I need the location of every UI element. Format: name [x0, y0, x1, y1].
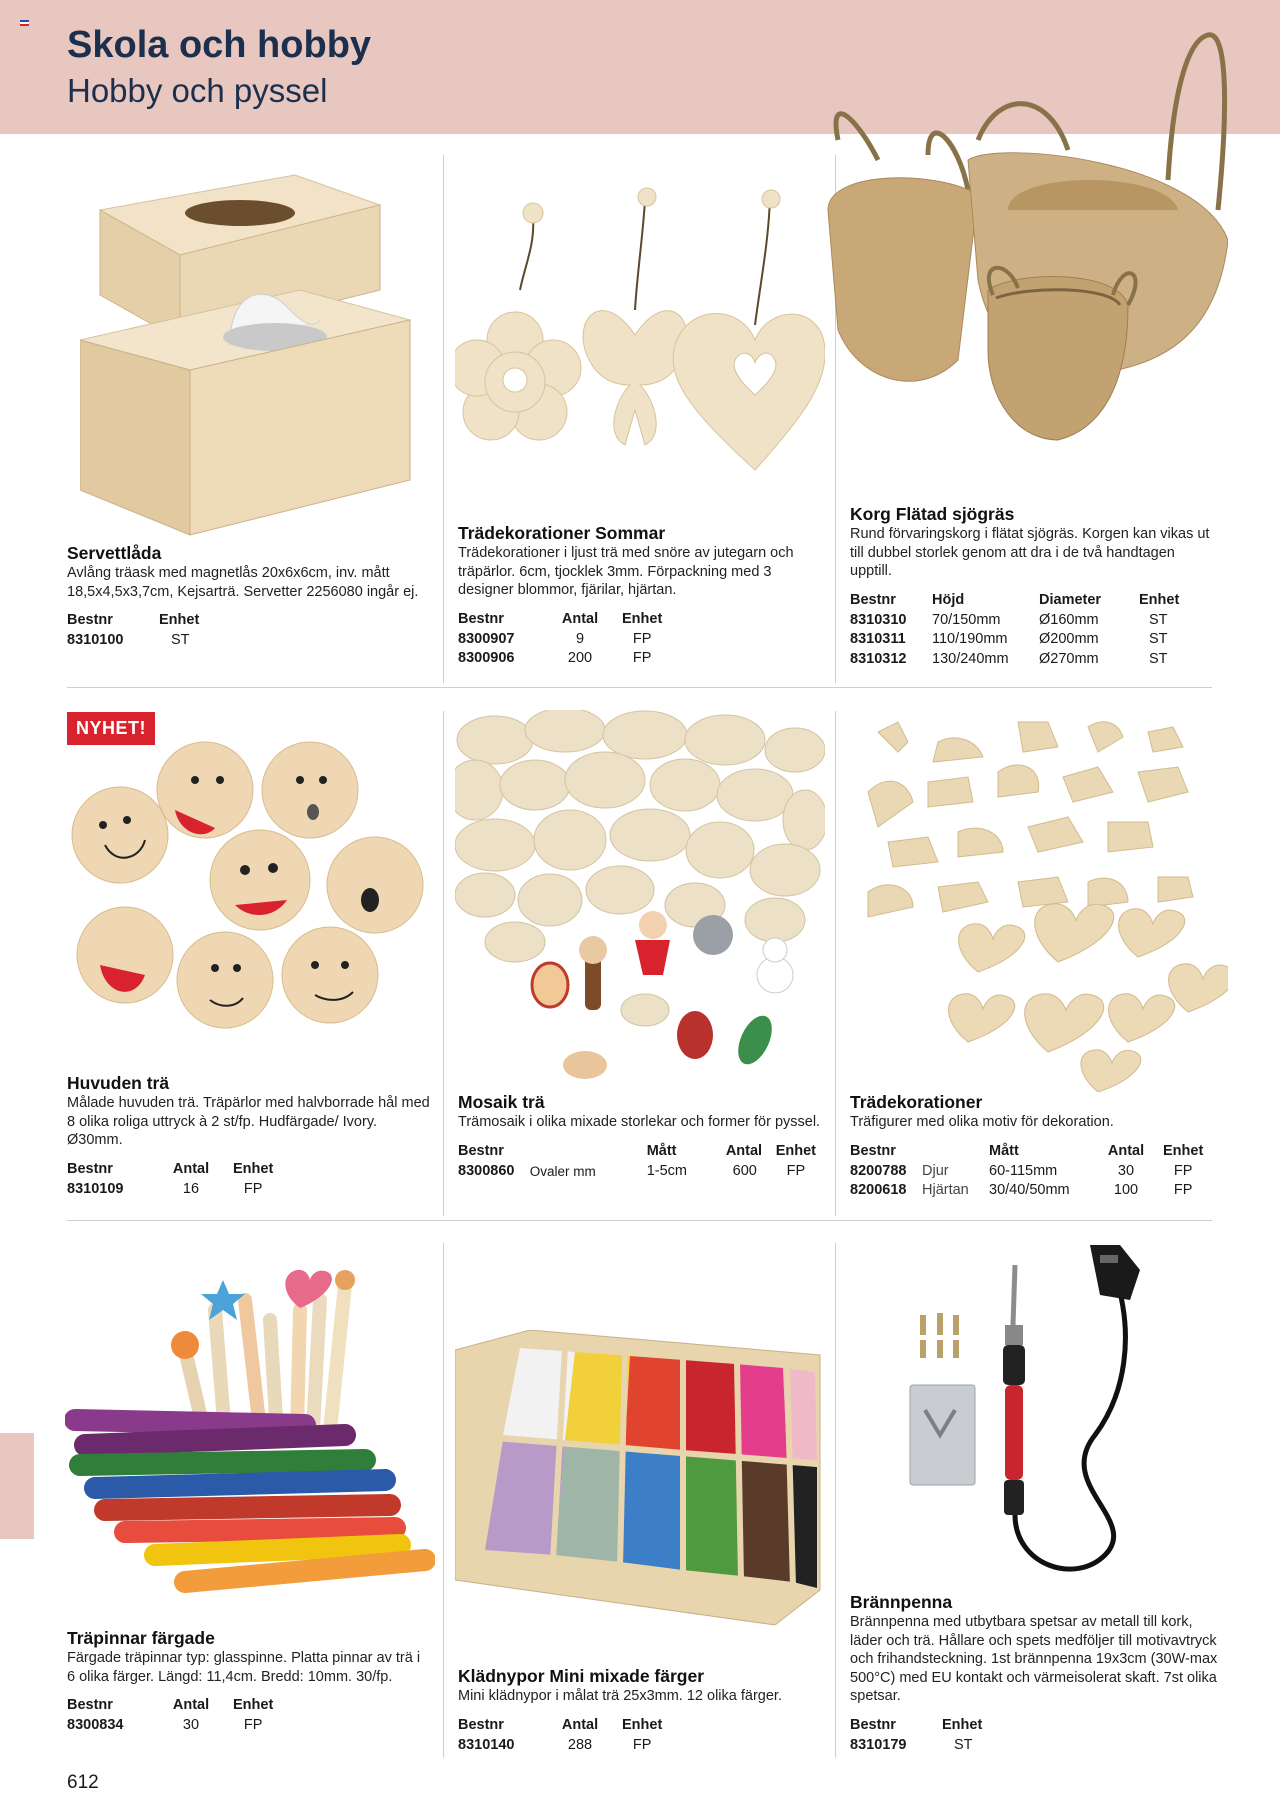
product-tradekorationer: [850, 1092, 1220, 1201]
product-tradekorationer-sommar: [458, 523, 823, 669]
table-cell: FP: [632, 650, 652, 666]
tissue-box-image: [80, 170, 420, 545]
table-cell: Djur: [922, 1162, 949, 1179]
table-cell: FP: [1173, 1162, 1193, 1179]
table-cell: 8310100: [67, 632, 124, 648]
table-cell: 9: [575, 630, 585, 647]
category-title: Skola och hobby: [67, 24, 372, 66]
table-header: Bestnr: [850, 591, 896, 608]
product-kladnypor-mini: [458, 1666, 828, 1755]
table-cell: 200: [567, 650, 593, 666]
product-table: [850, 591, 1191, 670]
product-title: Klädnypor Mini mixade färger: [458, 1666, 705, 1686]
table-cell: 8300834: [67, 1717, 124, 1733]
table-cell: 8310310: [850, 611, 907, 628]
colored-sticks-image: [65, 1260, 435, 1605]
table-cell: 8310311: [850, 631, 906, 647]
table-header: Bestnr: [67, 1160, 113, 1177]
table-header: Mått: [989, 1142, 1019, 1159]
table-cell: 8310179: [850, 1736, 907, 1753]
table-cell: 130/240mm: [932, 650, 1009, 667]
table-header: Enhet: [1139, 591, 1180, 608]
row-divider: [67, 687, 1212, 688]
product-description: Målade huvuden trä. Träpärlor med halvborrade hål med 8 olika roliga uttryck à 2 st/fp. Hudfärgade/ Ivory. Ø30mm.: [67, 1095, 430, 1148]
section-tab: [0, 1433, 34, 1539]
product-description: Färgade träpinnar typ: glasspinne. Platta pinnar av trä i 6 olika färger. Längd: 11,4cm. Bredd: 10mm. 30/fp.: [67, 1650, 421, 1685]
table-cell: 70/150mm: [932, 611, 1001, 628]
table-cell: 8200618: [850, 1182, 907, 1198]
product-table: [67, 1160, 285, 1200]
product-title: Huvuden trä: [67, 1073, 170, 1093]
table-cell: ST: [1149, 650, 1168, 667]
column-divider: [443, 711, 444, 1216]
table-cell: FP: [632, 1736, 652, 1753]
product-title: Servettlåda: [67, 543, 162, 563]
table-header: Enhet: [622, 610, 663, 627]
product-title: Brännpenna: [850, 1592, 953, 1612]
wooden-heads-image: [65, 740, 435, 1040]
product-description: Träfigurer med olika motiv för dekoration.: [850, 1114, 1114, 1130]
table-cell: 60-115mm: [989, 1162, 1058, 1179]
table-cell: Ø160mm: [1039, 611, 1099, 628]
table-header: Enhet: [159, 612, 200, 628]
table-header: [922, 1142, 989, 1162]
table-header: Mått: [646, 1142, 677, 1159]
table-header: Antal: [561, 610, 599, 627]
table-header: [530, 1142, 647, 1162]
table-cell: 8310140: [458, 1736, 515, 1753]
column-divider: [835, 711, 836, 1216]
table-header: Antal: [172, 1697, 210, 1713]
table-cell: FP: [786, 1162, 806, 1179]
table-header: Enhet: [1163, 1142, 1204, 1159]
table-cell: ST: [954, 1736, 973, 1753]
table-header: Antal: [1107, 1142, 1145, 1159]
product-huvuden-tra: [67, 1073, 432, 1199]
language-flag-icon: [20, 20, 29, 26]
table-cell: 8300860: [458, 1162, 515, 1179]
product-table: [67, 1696, 285, 1736]
product-korg-sjogras: [850, 504, 1220, 669]
table-cell: 8310312: [850, 650, 907, 667]
table-cell: 8300907: [458, 630, 515, 647]
table-header: Enhet: [622, 1716, 663, 1733]
table-cell: 16: [182, 1180, 200, 1197]
product-table: [458, 1142, 828, 1182]
product-table: [850, 1716, 994, 1756]
table-cell: ST: [1149, 631, 1168, 647]
product-title: Mosaik trä: [458, 1092, 545, 1112]
product-description: Mini klädnypor i målat trä 25x3mm. 12 olika färger.: [458, 1688, 782, 1704]
product-table: [67, 611, 211, 651]
mini-clothespins-image: [455, 1330, 825, 1630]
table-header: Bestnr: [850, 1142, 896, 1159]
page-number: 612: [67, 1772, 99, 1793]
table-cell: Ovaler mm: [529, 1163, 596, 1179]
product-description: Brännpenna med utbytbara spetsar av metall till kork, läder och trä. Hållare och spets medföljer till motivavtryck och frihandsteckning. 1st brännpenna 19x3cm (30W-max 500°C) med EU kontakt och värmeisolerat skaft. 7st olika spetsar.: [850, 1614, 1218, 1704]
table-header: Diameter: [1039, 591, 1102, 608]
column-divider: [443, 155, 444, 683]
product-description: Trädekorationer i ljust trä med snöre av jutegarn och träpärlor. 6cm, tjocklek 3mm. Förpackning med 3 designer blommor, fjärilar, hjärtan.: [458, 545, 794, 598]
table-cell: FP: [632, 630, 652, 647]
product-brannpenna: [850, 1592, 1222, 1755]
table-cell: 30/40/50mm: [989, 1182, 1070, 1198]
product-description: Trämosaik i olika mixade storlekar och former för pyssel.: [458, 1114, 821, 1130]
subcategory-title: Hobby och pyssel: [67, 72, 328, 109]
table-header: Enhet: [233, 1160, 274, 1177]
table-header: Bestnr: [458, 610, 504, 627]
product-table: [458, 1716, 674, 1756]
table-cell: FP: [243, 1717, 263, 1733]
table-cell: Ø270mm: [1039, 650, 1099, 667]
table-header: Bestnr: [67, 1697, 113, 1713]
table-header: Höjd: [932, 591, 965, 608]
table-cell: 110/190mm: [932, 631, 1008, 647]
table-header: Bestnr: [458, 1716, 504, 1733]
column-divider: [443, 1243, 444, 1758]
table-cell: 30: [182, 1717, 200, 1733]
table-cell: ST: [1149, 611, 1168, 628]
product-table: [850, 1142, 1215, 1201]
table-header: Enhet: [775, 1142, 816, 1159]
new-badge: NYHET!: [67, 712, 155, 745]
table-cell: 100: [1113, 1182, 1139, 1198]
product-title: Korg Flätad sjögräs: [850, 504, 1015, 524]
row-divider: [67, 1220, 1212, 1221]
table-header: Bestnr: [850, 1716, 896, 1733]
table-header: Antal: [725, 1142, 763, 1159]
seagrass-basket-image: [818, 30, 1228, 500]
table-cell: 600: [732, 1162, 757, 1179]
table-cell: 8200788: [850, 1162, 907, 1179]
product-title: Trädekorationer: [850, 1092, 983, 1112]
table-cell: 8310109: [67, 1180, 124, 1197]
wood-figures-image: [848, 712, 1228, 1092]
product-title: Träpinnar färgade: [67, 1628, 215, 1648]
burning-pen-image: [905, 1235, 1165, 1605]
wood-mosaic-image: [455, 710, 825, 1080]
table-cell: Hjärtan: [922, 1182, 969, 1198]
table-header: Antal: [561, 1716, 599, 1733]
product-table: [458, 610, 674, 669]
product-description: Avlång träask med magnetlås 20x6x6cm, inv. mått 18,5x4,5x3,7cm, Kejsarträ. Servetter 2256080 ingår ej.: [67, 565, 419, 600]
table-cell: 288: [567, 1736, 593, 1753]
table-cell: FP: [243, 1180, 263, 1197]
table-header: Bestnr: [458, 1142, 504, 1159]
table-cell: FP: [1173, 1182, 1193, 1198]
table-header: Antal: [172, 1160, 210, 1177]
product-description: Rund förvaringskorg i flätat sjögräs. Korgen kan vikas ut till dubbel storlek genom att dra i de två handtagen upptill.: [850, 526, 1210, 579]
product-mosaik-tra: [458, 1092, 828, 1181]
product-servettlada: [67, 543, 427, 651]
table-cell: 8300906: [458, 650, 515, 666]
table-header: Enhet: [233, 1697, 274, 1713]
product-trapinnar-fargade: [67, 1628, 432, 1736]
table-cell: 30: [1117, 1162, 1135, 1179]
table-header: Enhet: [942, 1716, 983, 1733]
table-cell: Ø200mm: [1039, 631, 1099, 647]
wood-ornaments-image: [455, 185, 825, 475]
table-cell: 1-5cm: [646, 1162, 687, 1179]
column-divider: [835, 1243, 836, 1758]
table-header: Bestnr: [67, 612, 113, 628]
product-title: Trädekorationer Sommar: [458, 523, 666, 543]
table-cell: ST: [171, 632, 190, 648]
